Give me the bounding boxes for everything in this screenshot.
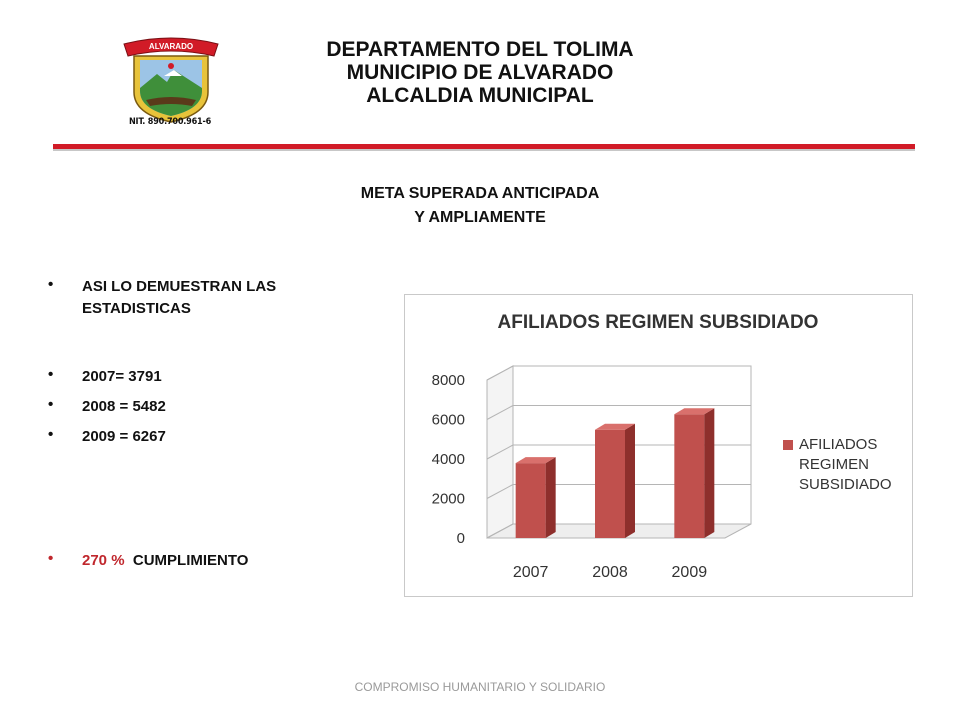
bullet-item-highlight: • 270 % CUMPLIMIENTO [48,550,249,569]
bullet-text: ASI LO DEMUESTRAN LAS ESTADISTICAS [82,278,277,317]
legend-swatch [783,440,793,450]
chart-title: AFILIADOS REGIMEN SUBSIDIADO [497,312,819,333]
bullet-item: • 2007= 3791 [48,366,378,388]
slide-subtitle [250,182,710,230]
y-tick-label: 2000 [431,490,465,508]
bullet-item: • 2009 = 6267 [48,426,378,448]
bullet-item: • ASI LO DEMUESTRAN LAS ESTADISTICAS [48,276,378,320]
municipal-shield-logo [112,30,230,130]
x-tick-label: 2007 [512,564,549,581]
nit-label: NIT. 890.700.961-6 [128,117,212,127]
x-tick-label: 2008 [592,564,628,581]
header-line-alcaldia: ALCALDIA MUNICIPAL [366,84,594,107]
cumplimiento-label: CUMPLIMIENTO [132,552,249,569]
header-line-municipality: MUNICIPIO DE ALVARADO [346,61,614,84]
legend-label: AFILIADOS [799,436,878,453]
bullet-text: 2007= 3791 [82,368,162,385]
slide-footer: COMPROMISO HUMANITARIO Y SOLIDARIO [354,680,606,694]
header-divider-gray [53,149,915,151]
y-tick-label: 8000 [431,372,465,389]
bar-side-2008 [625,424,635,538]
legend-label: REGIMEN [799,456,870,473]
y-tick-label: 4000 [431,451,465,468]
bar-chart [405,295,912,596]
y-tick-label: 0 [456,530,465,547]
bar-side-2007 [546,457,556,538]
header-line-department: DEPARTAMENTO DEL TOLIMA [326,38,634,61]
bullet-item: • 2008 = 5482 [48,396,378,418]
subtitle-line-1: META SUPERADA ANTICIPADA [360,185,600,202]
x-tick-label: 2009 [671,564,708,581]
bar-2008 [595,430,625,538]
bullet-text: 2009 = 6267 [82,428,166,445]
cumplimiento-percent: 270 % [82,552,125,569]
chart-container [404,294,913,597]
y-tick-label: 6000 [431,411,465,429]
subtitle-line-2: Y AMPLIAMENTE [414,209,546,226]
bar-2007 [516,463,546,538]
bar-side-2009 [704,408,714,538]
bullet-text: 2008 = 5482 [82,398,166,415]
legend-label: SUBSIDIADO [799,476,892,493]
bar-2009 [674,414,704,538]
logo-banner-text: ALVARADO [148,42,194,51]
page-header [230,38,730,107]
